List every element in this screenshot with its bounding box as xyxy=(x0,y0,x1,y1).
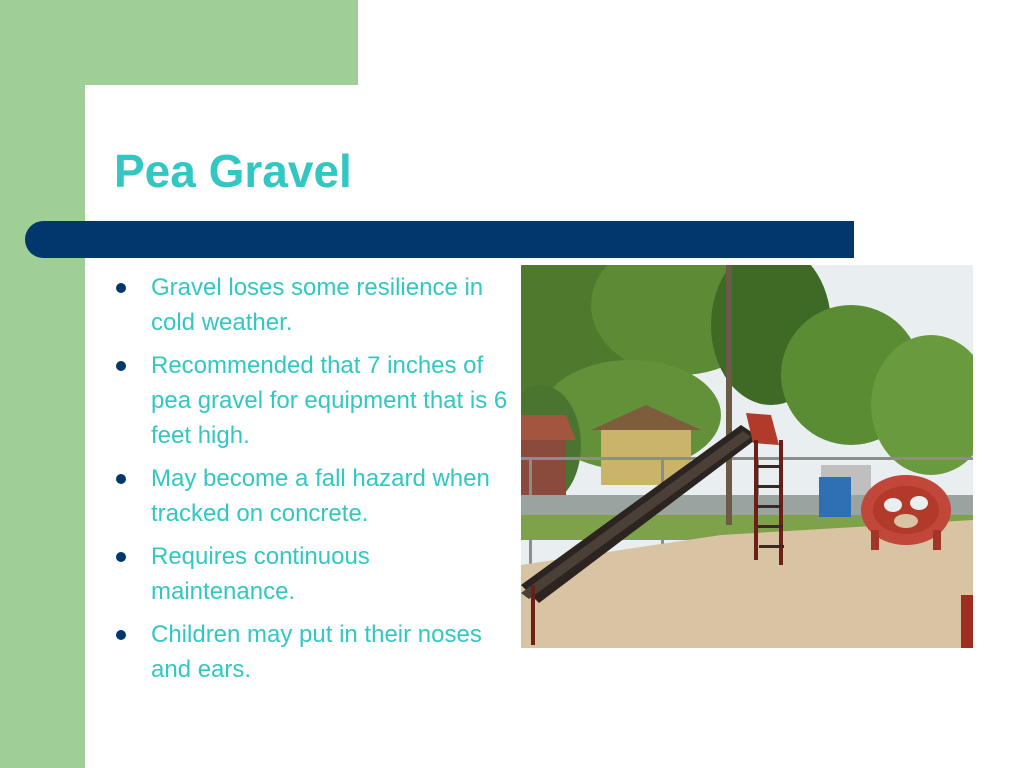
bullet-list xyxy=(114,270,519,695)
bullet-item-3 xyxy=(114,461,519,531)
bullet-text-2: Recommended that 7 inches of pea gravel for equipment that is 6 feet high. xyxy=(151,352,508,449)
blue-panel xyxy=(819,477,851,517)
climbing-dome xyxy=(861,475,951,550)
bullet-dot-icon xyxy=(116,630,126,640)
bullet-dot-icon xyxy=(116,552,126,562)
playground-illustration xyxy=(521,265,973,648)
bullet-item-1 xyxy=(114,270,519,340)
top-accent-band xyxy=(0,0,358,85)
bullet-text-4: Requires continuous maintenance. xyxy=(151,543,370,605)
playground-photo xyxy=(521,265,973,648)
bullet-dot-icon xyxy=(116,474,126,484)
left-accent-band xyxy=(0,0,85,768)
slide-title: Pea Gravel xyxy=(114,145,352,197)
bullet-dot-icon xyxy=(116,361,126,371)
bullet-text-1: Gravel loses some resilience in cold weather. xyxy=(151,274,484,336)
bullet-item-2 xyxy=(114,348,519,453)
bullet-dot-icon xyxy=(116,283,126,293)
bullet-item-4 xyxy=(114,539,519,609)
bullet-text-3: May become a fall hazard when tracked on concrete. xyxy=(151,465,490,527)
fence-rail xyxy=(521,457,973,460)
bullet-item-5 xyxy=(114,617,519,687)
utility-pole xyxy=(726,265,732,525)
bullet-text-5: Children may put in their noses and ears. xyxy=(151,621,482,683)
title-underline-bar xyxy=(25,221,854,258)
equipment-post xyxy=(961,595,973,648)
